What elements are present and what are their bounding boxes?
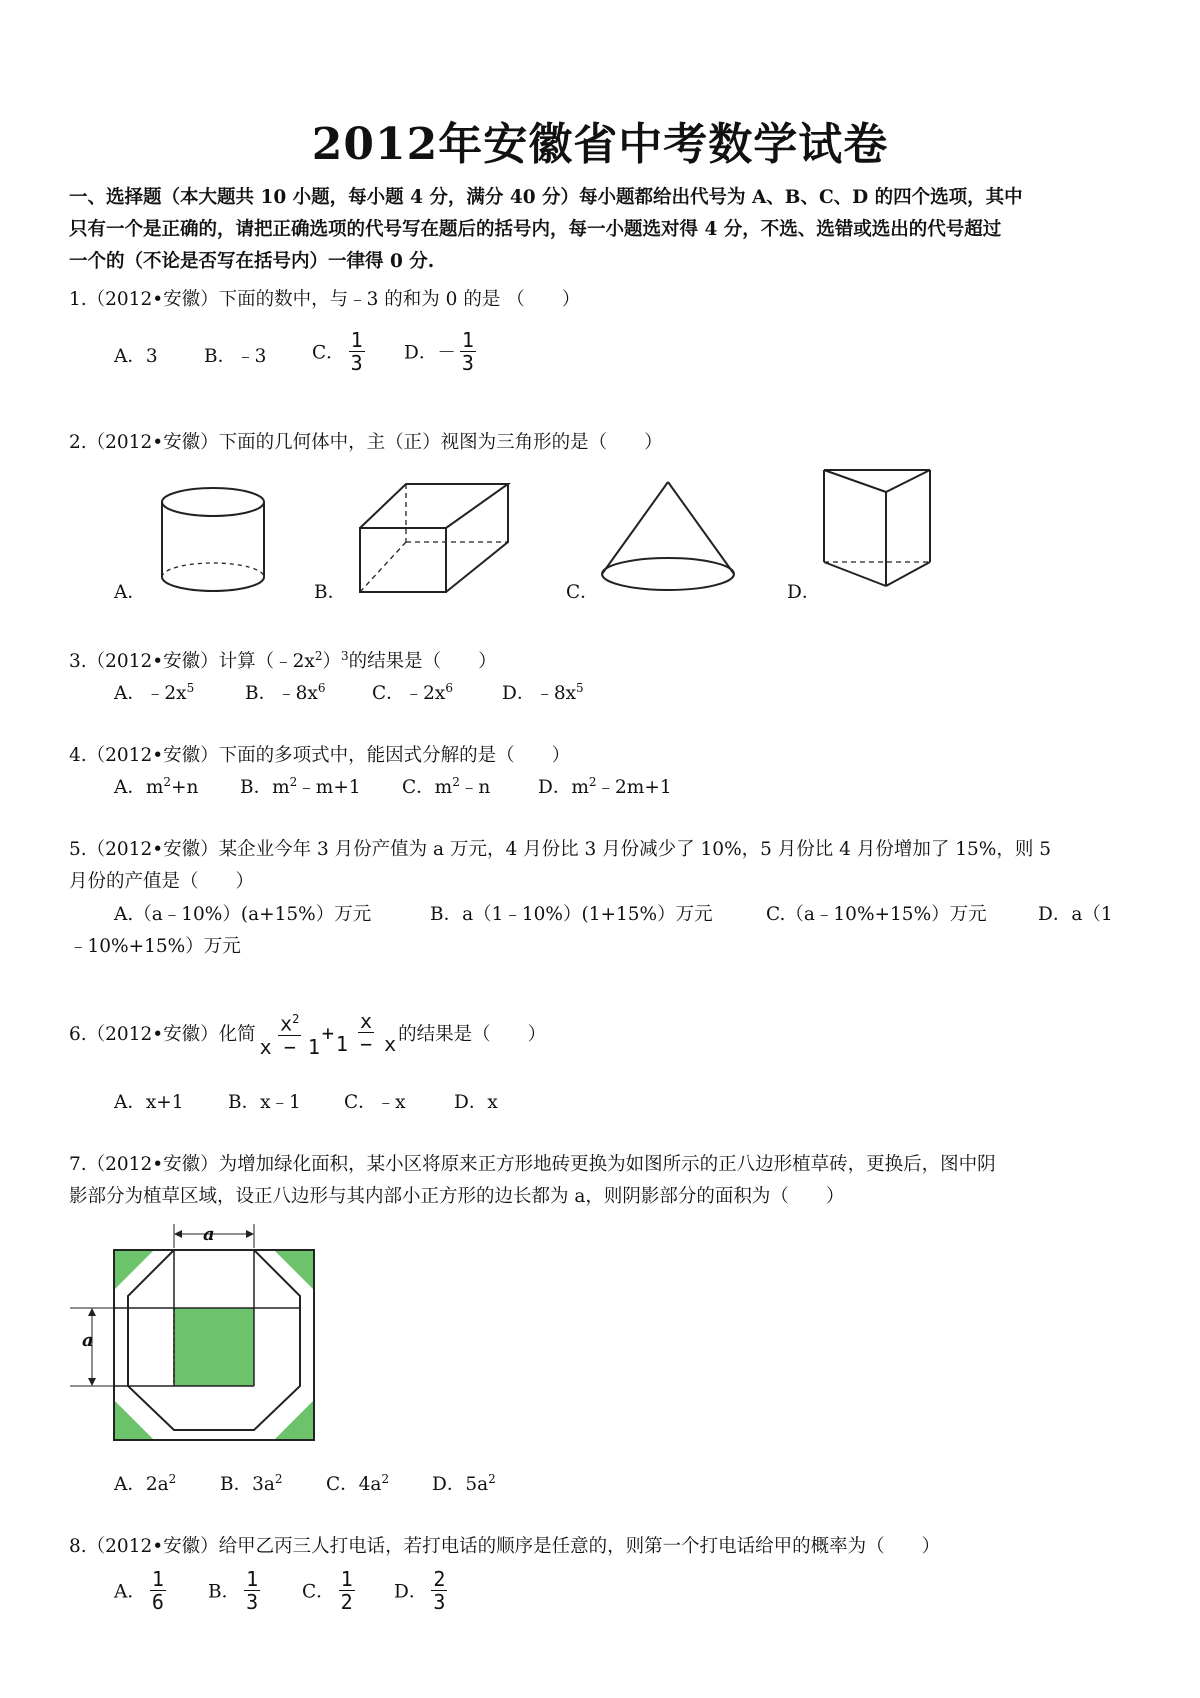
fraction-numerator: 1 [340, 1567, 353, 1591]
option-text: C．m [402, 777, 453, 798]
plus-sign: + [321, 1020, 334, 1045]
q5-option-d-continued: ﹣10%+15%）万元 [69, 936, 241, 957]
q2-option-d: D． [787, 582, 821, 603]
exponent: 2 [488, 1471, 496, 1486]
option-text: D． [394, 1581, 428, 1603]
q8-option-c [302, 1568, 355, 1613]
option-text: A．2a [114, 1474, 169, 1495]
question-4-stem: 4.（2012•安徽）下面的多项式中，能因式分解的是（ ） [69, 745, 571, 766]
fraction-denominator: 1 − x [335, 1032, 397, 1057]
exponent: 5 [576, 680, 584, 695]
option-fraction [339, 1568, 355, 1613]
exponent: 2 [292, 1012, 300, 1026]
page-title: 2012年安徽省中考数学试卷 [311, 119, 889, 170]
q8-option-a [114, 1568, 166, 1613]
q6-option-d: D．x [454, 1092, 498, 1113]
option-text: C． [302, 1581, 335, 1603]
exponent: 6 [317, 680, 326, 695]
cuboid-icon [356, 480, 516, 598]
question-2-stem: 2.（2012•安徽）下面的几何体中，主（正）视图为三角形的是（ ） [69, 432, 663, 453]
option-text: B．m [240, 777, 290, 798]
fraction-numerator: 1 [151, 1567, 164, 1591]
q2-option-a: A． [114, 582, 146, 603]
q6-option-c: C．﹣x [344, 1092, 406, 1113]
stem-text: 的结果是（ ） [398, 1023, 547, 1045]
q8-option-d [394, 1568, 447, 1613]
exponent: 2 [314, 648, 323, 663]
q5-option-a: A.（a﹣10%）(a+15%）万元 [114, 904, 372, 925]
stem-text: 6.（2012•安徽）化简 [69, 1023, 256, 1045]
option-text: B． [208, 1581, 241, 1603]
q7-option-a [114, 1470, 176, 1496]
exponent: 2 [588, 774, 597, 789]
option-text: C．4a [326, 1474, 382, 1495]
fraction-denominator: 6 [151, 1590, 164, 1614]
fraction-denominator: 3 [350, 351, 363, 375]
q6-option-b: B．x﹣1 [228, 1092, 301, 1113]
question-3-stem [69, 647, 497, 673]
q3-option-d [502, 679, 584, 705]
q2-option-b: B． [314, 582, 347, 603]
fraction-denominator: 3 [433, 1590, 446, 1614]
q1-option-c-label: C． [312, 342, 345, 364]
exponent: 2 [168, 1471, 177, 1486]
stem-text: 3.（2012•安徽）计算（﹣2x [69, 651, 315, 672]
option-text: D．m [538, 777, 589, 798]
section-instructions-line3: 一个的（不论是否写在括号内）一律得 0 分. [69, 251, 435, 272]
option-text: ﹣2m+1 [596, 777, 672, 798]
q6-fraction-1 [258, 1008, 322, 1058]
q6-fraction-2 [334, 1010, 398, 1055]
option-text: ﹣m+1 [297, 777, 361, 798]
option-fraction [244, 1568, 260, 1613]
question-1-stem: 1.（2012•安徽）下面的数中，与﹣3 的和为 0 的是 （ ） [69, 289, 581, 310]
option-text: A． [114, 1581, 146, 1603]
triangular-prism-icon [820, 466, 936, 592]
exponent: 2 [289, 774, 298, 789]
exponent: 6 [445, 680, 453, 695]
section-instructions-line2: 只有一个是正确的，请把正确选项的代号写在题后的括号内，每一小题选对得 4 分，不选、选错或选出的代号超过 [69, 219, 1002, 240]
q5-option-b: B．a（1﹣10%）(1+15%）万元 [430, 904, 713, 925]
option-text: C．﹣2x [372, 683, 446, 704]
exponent: 3 [341, 648, 349, 663]
q3-option-c [372, 679, 453, 705]
fraction-numerator: 1 [350, 328, 363, 352]
option-fraction [150, 1568, 166, 1613]
option-text: B．3a [220, 1474, 275, 1495]
fraction-numerator: 1 [246, 1567, 259, 1591]
cylinder-icon [158, 484, 268, 594]
exponent: 2 [381, 1471, 390, 1486]
option-fraction [431, 1568, 447, 1613]
q4-option-d [538, 773, 672, 799]
option-text: +n [171, 777, 199, 798]
question-5-stem-line2: 月份的产值是（ ） [69, 871, 255, 892]
octagon-tile-diagram [70, 1220, 320, 1460]
cone-icon [598, 478, 738, 596]
q7-option-c [326, 1470, 389, 1496]
q6-option-a: A．x+1 [114, 1092, 184, 1113]
fraction-denominator: 2 [340, 1590, 353, 1614]
q4-option-a [114, 773, 198, 799]
dimension-label-left: a [82, 1330, 94, 1351]
fraction-denominator: 3 [246, 1590, 259, 1614]
q5-option-d: D．a（1 [1038, 904, 1113, 925]
question-7-stem-line1: 7.（2012•安徽）为增加绿化面积，某小区将原来正方形地砖更换为如图所示的正八边形植草砖，更换后，图中阴 [69, 1154, 996, 1175]
q1-option-c-fraction [349, 329, 365, 374]
dimension-label-top: a [203, 1224, 215, 1245]
q5-option-c: C.（a﹣10%+15%）万元 [766, 904, 987, 925]
fraction-numerator: 2 [433, 1567, 446, 1591]
q4-option-c [402, 773, 490, 799]
q1-option-d [404, 329, 476, 374]
q1-option-b: B．﹣3 [204, 346, 267, 367]
fraction-denominator: x − 1 [259, 1034, 320, 1059]
fraction-denominator: 3 [461, 351, 474, 375]
q3-option-b [245, 679, 325, 705]
q1-option-d-fraction [460, 329, 476, 374]
q2-option-c: C． [566, 582, 599, 603]
section-instructions-line1: 一、选择题（本大题共 10 小题，每小题 4 分，满分 40 分）每小题都给出代号为 A、B、C、D 的四个选项，其中 [69, 187, 1023, 208]
fraction-numerator: 1 [461, 328, 474, 352]
q1-option-c [312, 329, 365, 374]
option-text: D．﹣8x [502, 683, 577, 704]
fraction-numerator [278, 1008, 301, 1036]
exponent: 2 [452, 774, 460, 789]
option-text: A．﹣2x [114, 683, 187, 704]
q7-option-b [220, 1470, 283, 1496]
minus-sign: － [437, 342, 456, 364]
exponent: 5 [186, 680, 195, 695]
stem-text: ） [322, 651, 342, 672]
option-text: A．m [114, 777, 164, 798]
exponent: 2 [274, 1471, 283, 1486]
option-text: B．﹣8x [245, 683, 318, 704]
fraction-numerator: x [360, 1009, 373, 1034]
question-8-stem: 8.（2012•安徽）给甲乙丙三人打电话，若打电话的顺序是任意的，则第一个打电话给甲的概率为（ ） [69, 1536, 941, 1557]
question-5-stem-line1: 5.（2012•安徽）某企业今年 3 月份产值为 a 万元，4 月份比 3 月份减少了 10%，5 月份比 4 月份增加了 15%，则 5 [69, 839, 1051, 860]
option-text: ﹣n [459, 777, 491, 798]
q1-option-d-label: D． [404, 342, 438, 364]
question-6-stem [69, 1008, 546, 1058]
exponent: 2 [163, 774, 172, 789]
q4-option-b [240, 773, 361, 799]
q8-option-b [208, 1568, 260, 1613]
q3-option-a [114, 679, 194, 705]
numerator-text: x [280, 1011, 293, 1036]
option-text: D．5a [432, 1474, 489, 1495]
q7-option-d [432, 1470, 496, 1496]
stem-text: 的结果是（ ） [348, 651, 497, 672]
q1-option-a: A．3 [114, 346, 158, 367]
question-7-stem-line2: 影部分为植草区域，设正八边形与其内部小正方形的边长都为 a，则阴影部分的面积为（ ） [69, 1186, 845, 1207]
